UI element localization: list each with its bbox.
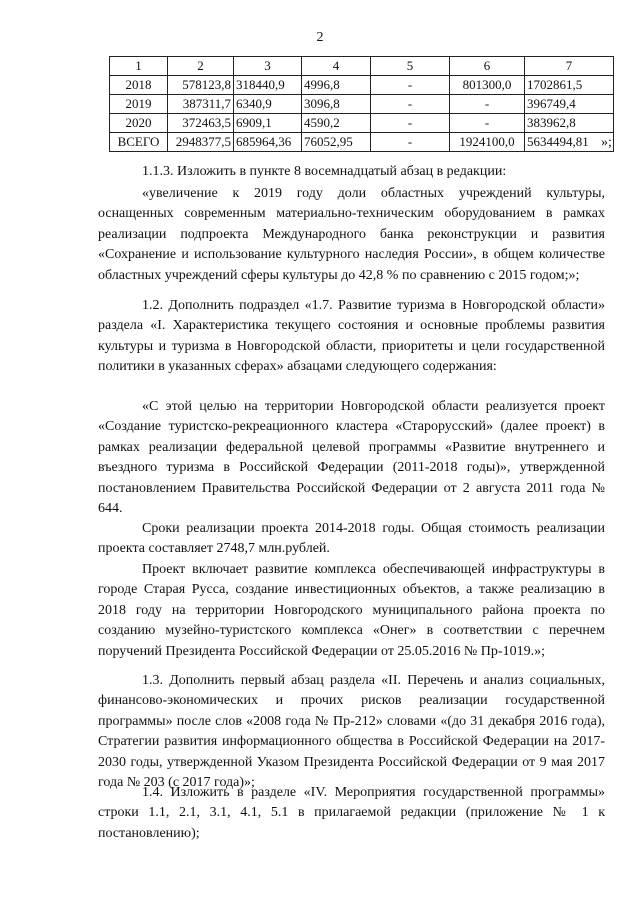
year-cell: 2020 [110, 114, 168, 133]
table-cell: 4590,2 [302, 114, 371, 133]
paragraph-1-1-3: 1.1.3. Изложить в пункте 8 восемнадцатый абзац в редакции: [142, 164, 507, 179]
table-cell: - [450, 114, 525, 133]
table-cell: 3096,8 [302, 95, 371, 114]
table-cell: 372463,5 [168, 114, 234, 133]
total-label-cell: ВСЕГО [110, 133, 168, 152]
table-header-row [110, 57, 614, 76]
table-cell: 6340,9 [234, 95, 302, 114]
paragraph-quote-culture: «увеличение к 2019 году доли областных учреждений культуры, оснащенных современным материально-техническим оборудованием в рамках реализации подпроекта Международного банка реконструкции и развития «Сохранение и использование культурного наследия России», в общем количестве областных учреждений сферы культуры до 42,8 % по сравнению с 2015 годом;»; [98, 186, 605, 283]
paragraph-1-4: 1.4. Изложить в разделе «IV. Мероприятия государственной программы» строки 1.1, 2.1, 3.1, 4.1, 5.1 в прилагаемой редакции (приложение № 1 к постановлению); [98, 785, 605, 841]
table-cell: - [371, 114, 450, 133]
paragraph-quote-tourism: «С этой целью на территории Новгородской области реализуется проект «Создание туристско-рекреационного кластера «Старорусский» (далее проект) в рамках реализации федеральной целевой программы «Развитие внутреннего и въездного туризма в Российской Федерации (2011-2018 годы)», утвержденной постановлением Правительства Российской Федерации от 2 августа 2011 года № 644. [98, 399, 605, 517]
table-cell: 801300,0 [450, 76, 525, 95]
table-row [110, 95, 614, 114]
table-closing-quote: »; [601, 135, 612, 150]
table-cell: 2948377,5 [168, 133, 234, 152]
table-cell: 6909,1 [234, 114, 302, 133]
table-cell: 318440,9 [234, 76, 302, 95]
header-cell: 1 [110, 57, 168, 76]
table-cell: - [371, 133, 450, 152]
table-cell: 1702861,5 [525, 76, 614, 95]
paragraph-1-2: 1.2. Дополнить подраздел «1.7. Развитие туризма в Новгородской области» раздела «I. Характеристика текущего состояния и основные проблемы развития культуры и туризма в Новгородской области, приоритеты и цели государственной политики в указанных сферах» абзацами следующего содержания: [98, 298, 605, 375]
table-cell: - [371, 76, 450, 95]
header-cell: 7 [525, 57, 614, 76]
table-row [110, 114, 614, 133]
header-cell: 5 [371, 57, 450, 76]
budget-table [109, 56, 614, 152]
year-cell: 2018 [110, 76, 168, 95]
table-cell: - [371, 95, 450, 114]
paragraph-project-contents: Проект включает развитие комплекса обеспечивающей инфраструктуры в городе Старая Русса, создание инвестиционных объектов, а также реализацию в 2018 году на территории Новгородского муниципального района проекта по созданию музейно-туристского комплекса «Онег» в соответствии с перечнем поручений Президента Российской Федерации от 25.05.2016 № Пр-1019.»; [98, 562, 605, 659]
header-cell: 3 [234, 57, 302, 76]
paragraph-1-3: 1.3. Дополнить первый абзац раздела «II. Перечень и анализ социальных, финансово-экономических и прочих рисков реализации государственной программы» после слов «2008 года № Пр-212» словами «(до 31 декабря 2016 года), Стратегии развития информационного общества в Российской Федерации на 2017-2030 годы, утвержденной Указом Президента Российской Федерации от 9 мая 2017 года № 203 (с 2017 года)»; [98, 673, 605, 791]
table-cell: 1924100,0 [450, 133, 525, 152]
table-total-row [110, 133, 614, 152]
table-cell: 685964,36 [234, 133, 302, 152]
table-cell: 76052,95 [302, 133, 371, 152]
paragraph-project-terms: Сроки реализации проекта 2014-2018 годы. Общая стоимость реализации проекта составляет 2748,7 млн.рублей. [98, 521, 605, 557]
table-cell: 383962,8 [525, 114, 614, 133]
page-number: 2 [316, 30, 324, 45]
table-cell: 5634494,81 [525, 133, 614, 152]
header-cell: 6 [450, 57, 525, 76]
header-cell: 2 [168, 57, 234, 76]
header-cell: 4 [302, 57, 371, 76]
table-cell: 4996,8 [302, 76, 371, 95]
table-cell: - [450, 95, 525, 114]
table-cell: 387311,7 [168, 95, 234, 114]
year-cell: 2019 [110, 95, 168, 114]
table-cell: 396749,4 [525, 95, 614, 114]
table-cell: 578123,8 [168, 76, 234, 95]
table-row [110, 76, 614, 95]
